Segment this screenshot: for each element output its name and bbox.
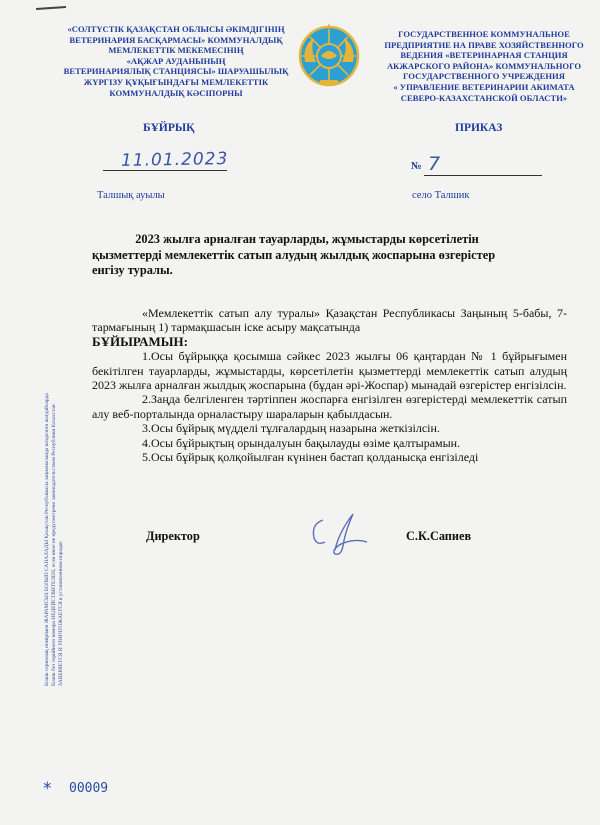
number-label: №	[411, 161, 422, 172]
order-item: 2.Заңда белгіленген тәртіппен жоспарға енгізілген өзгерістерді мемлекеттік сатып алу веб-порталында орналастыру шараларын қабылдасын.	[92, 392, 567, 421]
document-body	[92, 306, 567, 464]
serial-number: 00009	[69, 781, 109, 796]
header-right-line: ПРЕДПРИЯТИЕ НА ПРАВЕ ХОЗЯЙСТВЕННОГО	[384, 39, 584, 50]
order-item: 4.Осы бұйрықтың орындалуын бақылауды өзіме қалтырамын.	[142, 435, 461, 450]
order-item: 5.Осы бұйрық қолқойылған күнінен бастап қолданысқа енгізіледі	[142, 450, 479, 465]
handwritten-number: 7	[428, 153, 441, 175]
order-item: 1.Осы бұйрыққа қосымша сәйкес 2023 жылғы 06 қаңтардан № 1 бұйрығымен бекітілген тауарларды, жұмыстарды, көрсетілетін қызметтерді мемлекеттік сатып алудың 2023 жылға арналған жылдық жоспарына (бұдан әрі-Жоспар) мынадай өзгерістер енгізілсін.	[92, 349, 567, 393]
header-right-line: СЕВЕРО-КАЗАХСТАНСКОЙ ОБЛАСТИ»	[400, 92, 568, 103]
title-line: қызметтерді мемлекеттік сатып алудың жылдық жоспарына өзгерістер	[92, 247, 496, 262]
document-title	[92, 232, 572, 279]
handwritten-signature	[305, 506, 373, 560]
scan-mark	[36, 6, 66, 10]
title-line: 2023 жылға арналған тауарларды, жұмыстарды көрсетілетін	[135, 232, 479, 246]
place-ru: село Талшик	[412, 190, 470, 201]
number-underline	[424, 175, 542, 176]
signatory-position: Директор	[146, 529, 200, 543]
date-underline	[103, 170, 227, 171]
header-right-organization	[378, 29, 590, 103]
header-right-line: АКЖАРСКОГО РАЙОНА» КОММУНАЛЬНОГО	[386, 60, 582, 71]
doc-type-kz: БҰЙРЫҚ	[143, 122, 195, 134]
side-note-line: Бланк без серийного номера НЕДЕЙСТВИТЕЛЕН, если иное не предусмотрено законодательством Республики Казахстан	[51, 404, 57, 686]
header-left-line: «АҚЖАР АУДАНЫНЫҢ	[126, 55, 226, 66]
header-left-line: МЕМЛЕКЕТТІК МЕКЕМЕСІНІҢ	[108, 45, 244, 56]
header-left-line: «СОЛТҮСТІК ҚАЗАҚСТАН ОБЛЫСЫ ӘКІМДІГІНІҢ	[67, 24, 285, 34]
intro-paragraph: «Мемлекеттік сатып алу туралы» Қазақстан Республикасы Заңының 5-бабы, 7-тармағының 1) тармақшасын іске асыру мақсатында	[92, 306, 567, 335]
header-left-line: ВЕТЕРИНАРИЯЛЫҚ СТАНЦИЯСЫ» ШАРУАШЫЛЫҚ	[63, 66, 289, 77]
order-item: 3.Осы бұйрық мүдделі тұлғалардың назарына жеткізілсін.	[142, 421, 440, 436]
order-word: БҰЙЫРАМЫН:	[92, 333, 189, 349]
handwritten-date: 11.01.2023	[120, 149, 229, 171]
header-right-line: « УПРАВЛЕНИЕ ВЕТЕРИНАРИИ АКИМАТА	[393, 81, 575, 92]
side-note-line: ЗАВЕРЯЕТСЯ И УНИЧТОЖАЕТСЯ в установленном порядке	[58, 541, 64, 686]
place-kz: Талшық ауылы	[97, 190, 165, 201]
header-left-line: ВЕТЕРИНАРИЯ БАСҚАРМАСЫ» КОММУНАЛДЫҚ	[69, 34, 283, 45]
header-left-organization	[62, 24, 290, 98]
kazakhstan-state-emblem-icon	[296, 22, 362, 88]
header-right-line: ГОСУДАРСТВЕННОЕ КОММУНАЛЬНОЕ	[398, 29, 570, 39]
header-left-line: КОММУНАЛДЫҚ КӘСІПОРНЫ	[109, 87, 243, 98]
header-left-line: ЖҮРГІЗУ ҚҰҚЫҒЫНДАҒЫ МЕМЛЕКЕТТІК	[83, 76, 269, 87]
side-note-line: Бланк сериялық номірімен ЖАРАМСЫЗ БОЛЫП САНАЛАДЫ Қазақстан Республикасы заңнамасында көзделген жағдайларда	[44, 393, 50, 686]
header-right-line: ГОСУДАРСТВЕННОГО УЧРЕЖДЕНИЯ	[403, 71, 565, 82]
serial-star: *	[43, 779, 52, 799]
title-line: енгізу туралы.	[92, 263, 173, 277]
signatory-name: С.К.Сапиев	[406, 529, 472, 543]
header-right-line: ВЕДЕНИЯ «ВЕТЕРИНАРНАЯ СТАНЦИЯ	[400, 50, 568, 61]
doc-type-ru: ПРИКАЗ	[455, 122, 503, 134]
